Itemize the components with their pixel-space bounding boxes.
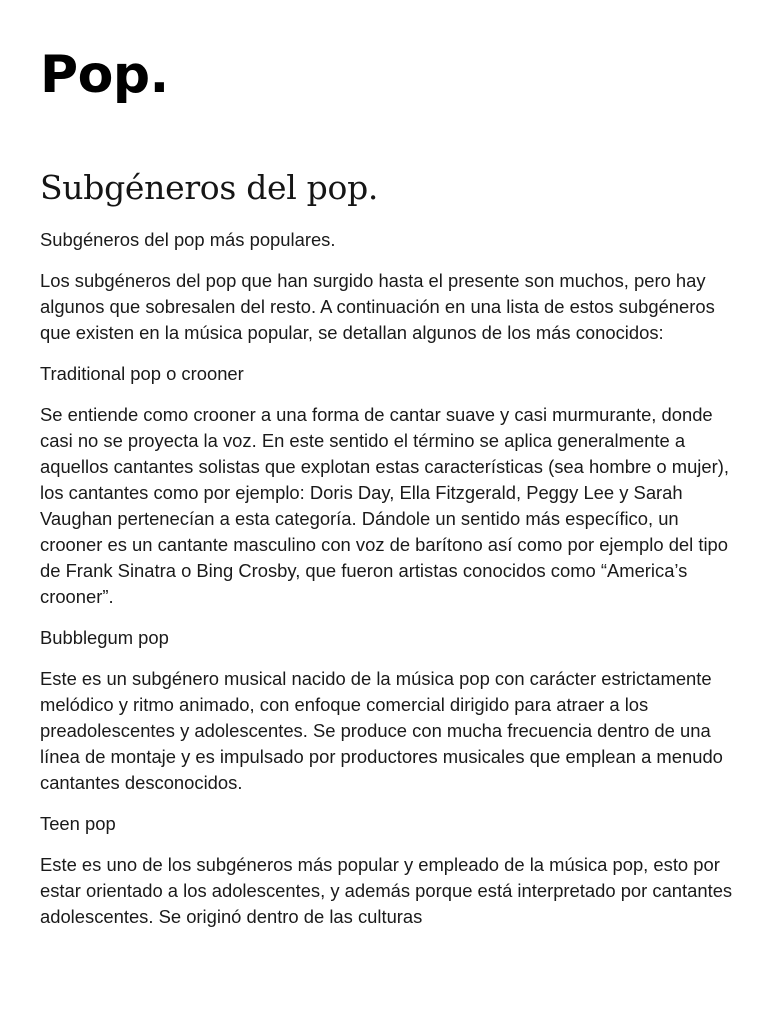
subgenre-label: Teen pop xyxy=(40,813,116,834)
body-paragraph: Este es uno de los subgéneros más popular y empleado de la música pop, esto por estar orientado a los adolescentes, y además porque está interpretado por cantantes adolescentes. Se originó dentro de las culturas xyxy=(40,854,733,927)
body-paragraph: Este es un subgénero musical nacido de la música pop con carácter estrictamente melódico y ritmo animado, con enfoque comercial dirigido para atraer a los preadolescentes y adolescentes. Se produce con mucha frecuencia dentro de una línea de montaje y es impulsado por productores musicales que emplean a menudo cantantes desconocidos. xyxy=(40,668,723,793)
body-paragraph: Los subgéneros del pop que han surgido hasta el presente son muchos, pero hay algunos que sobresalen del resto. A continuación en una lista de estos subgéneros que existen en la música popular, se detallan algunos de los más conocidos: xyxy=(40,270,715,343)
section-heading: Subgéneros del pop. xyxy=(40,168,379,207)
article-body xyxy=(40,227,740,945)
intro-line: Subgéneros del pop más populares. xyxy=(40,229,336,250)
body-paragraph: Se entiende como crooner a una forma de cantar suave y casi murmurante, donde casi no se proyecta la voz. En este sentido el término se aplica generalmente a aquellos cantantes solistas que explotan estas características (sea hombre o mujer), los cantantes como por ejemplo: Doris Day, Ella Fitzgerald, Peggy Lee y Sarah Vaughan pertenecían a esta categoría. Dándole un sentido más específico, un crooner es un cantante masculino con voz de barítono así como por ejemplo del tipo de Frank Sinatra o Bing Crosby, que fueron artistas conocidos como “America’s crooner”. xyxy=(40,404,729,607)
subgenre-label: Traditional pop o crooner xyxy=(40,363,244,384)
subgenre-label: Bubblegum pop xyxy=(40,627,169,648)
page-title: Pop. xyxy=(40,45,169,105)
